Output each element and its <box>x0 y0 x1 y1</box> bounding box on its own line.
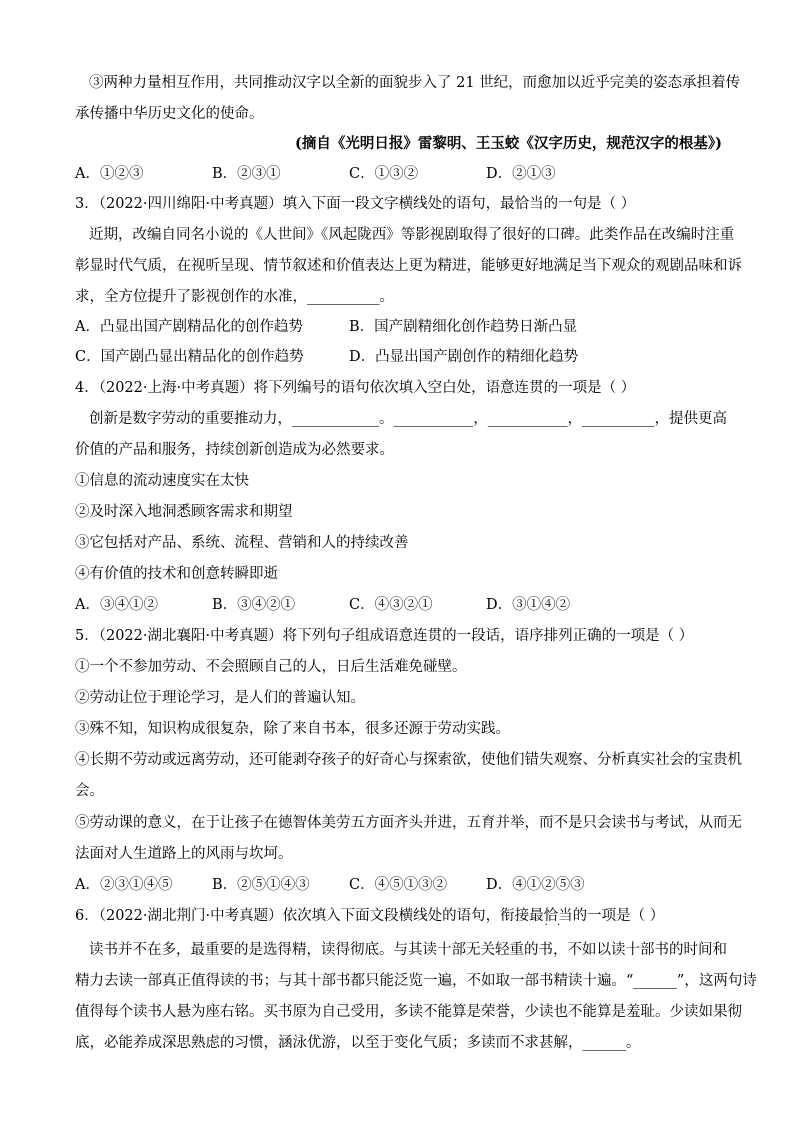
question-3-text: 彰显时代气质，在视听呈现、情节叙述和价值表达上更为精进，能够更好地满足当下观众的观剧品味和诉 <box>75 258 742 274</box>
question-3-text: 求，全方位提升了影视创作的水准，__________。 <box>75 289 394 305</box>
option-c: C．④③②① <box>349 597 433 613</box>
option-c: C．④⑤①③② <box>349 877 448 893</box>
option-c: C．①③② <box>349 166 419 182</box>
question-6-text: 值得每个读书人悬为座右铭。买书原为自己受用，多读不能算是荣誉，少读也不能算是羞耻。少读如果彻 <box>75 1004 742 1020</box>
question-6-stem <box>75 906 725 926</box>
list-item: ③殊不知，知识构成很复杂，除了来自书本，很多还源于劳动实践。 <box>75 721 510 737</box>
option-a: A．凸显出国产剧精品化的创作趋势 <box>75 319 303 335</box>
option-c: C．国产剧凸显出精品化的创作趋势 <box>75 349 304 365</box>
question-4-stem: 4．（2022·上海·中考真题）将下列编号的语句依次填入空白处，语意连贯的一项是（ ） <box>75 380 636 396</box>
list-item: ①一个不参加劳动、不会照顾自己的人，日后生活难免碰壁。 <box>75 659 467 675</box>
question-6-text: 读书并不在多，最重要的是选得精，读得彻底。与其读十部无关轻重的书，不如以读十部书的时间和 <box>89 942 727 958</box>
option-b: B．国产剧精细化创作趋势日渐凸显 <box>349 319 578 335</box>
option-d: D．④①②⑤③ <box>486 877 585 893</box>
list-item: ③它包括对产品、系统、流程、营销和人的持续改善 <box>75 535 409 551</box>
list-item: ①信息的流动速度实在太快 <box>75 473 249 489</box>
option-d: D．凸显出国产剧创作的精细化趋势 <box>349 349 579 365</box>
list-item: ④长期不劳动或远离劳动，还可能剥夺孩子的好奇心与探索欲，使他们错失观察、分析真实社会的宝贵机 <box>75 752 742 768</box>
stem-text: 的一项是（ ） <box>572 908 665 924</box>
list-item: ④有价值的技术和创意转瞬即逝 <box>75 566 278 582</box>
list-item: 法面对人生道路上的风雨与坎坷。 <box>75 846 293 862</box>
list-item: ⑤劳动课的意义，在于让孩子在德智体美劳五方面齐头并进，五育并举，而不是只会读书与考试，从而无 <box>75 815 742 831</box>
question-6-text: 底，必能养成深思熟虑的习惯，涵泳优游，以至于变化气质；多读而不求甚解，______。 <box>75 1035 641 1051</box>
option-a: A．①②③ <box>75 166 144 182</box>
option-b: B．③④②① <box>212 597 296 613</box>
list-item: 会。 <box>75 783 104 799</box>
list-item: ②及时深入地洞悉顾客需求和期望 <box>75 504 293 520</box>
emphasis-text: 恰当 · · <box>544 908 573 924</box>
passage-line: ③两种力量相互作用，共同推动汉字以全新的面貌步入了 21 世纪，而愈加以近乎完美的姿态承担着传 <box>89 75 741 91</box>
option-b: B．②⑤①④③ <box>212 877 310 893</box>
question-4-text: 创新是数字劳动的重要推动力，____________。___________，___________，__________，提供更高 <box>89 411 727 427</box>
question-3-stem: 3．（2022·四川绵阳·中考真题）填入下面一段文字横线处的语句，最恰当的一句是（ ） <box>75 196 636 212</box>
option-a: A．②③①④⑤ <box>75 877 173 893</box>
question-4-text: 价值的产品和服务，持续创新创造成为必然要求。 <box>75 442 394 458</box>
source-citation: (摘自《光明日报》雷黎明、王玉蛟《汉字历史，规范汉字的根基》) <box>295 135 722 152</box>
option-d: D．②①③ <box>486 166 556 182</box>
passage-line: 承传播中华历史文化的使命。 <box>75 106 264 122</box>
question-5-stem: 5．（2022·湖北襄阳·中考真题）将下列句子组成语意连贯的一段话，语序排列正确的一项是（ ） <box>75 628 694 644</box>
stem-text: 6．（2022·湖北荆门·中考真题）依次填入下面文段横线处的语句，衔接最 <box>75 908 544 924</box>
option-d: D．③①④② <box>486 597 571 613</box>
option-a: A．③④①② <box>75 597 158 613</box>
question-3-text: 近期，改编自同名小说的《人世间》《风起陇西》等影视剧取得了很好的口碑。此类作品在改编时注重 <box>89 227 735 243</box>
question-6-text: 精力去读一部真正值得读的书；与其十部书都只能泛览一遍，不如取一部书精读十遍。“______”，这两句诗 <box>75 973 757 989</box>
list-item: ②劳动让位于理论学习，是人们的普遍认知。 <box>75 690 365 706</box>
option-b: B．②③① <box>212 166 281 182</box>
